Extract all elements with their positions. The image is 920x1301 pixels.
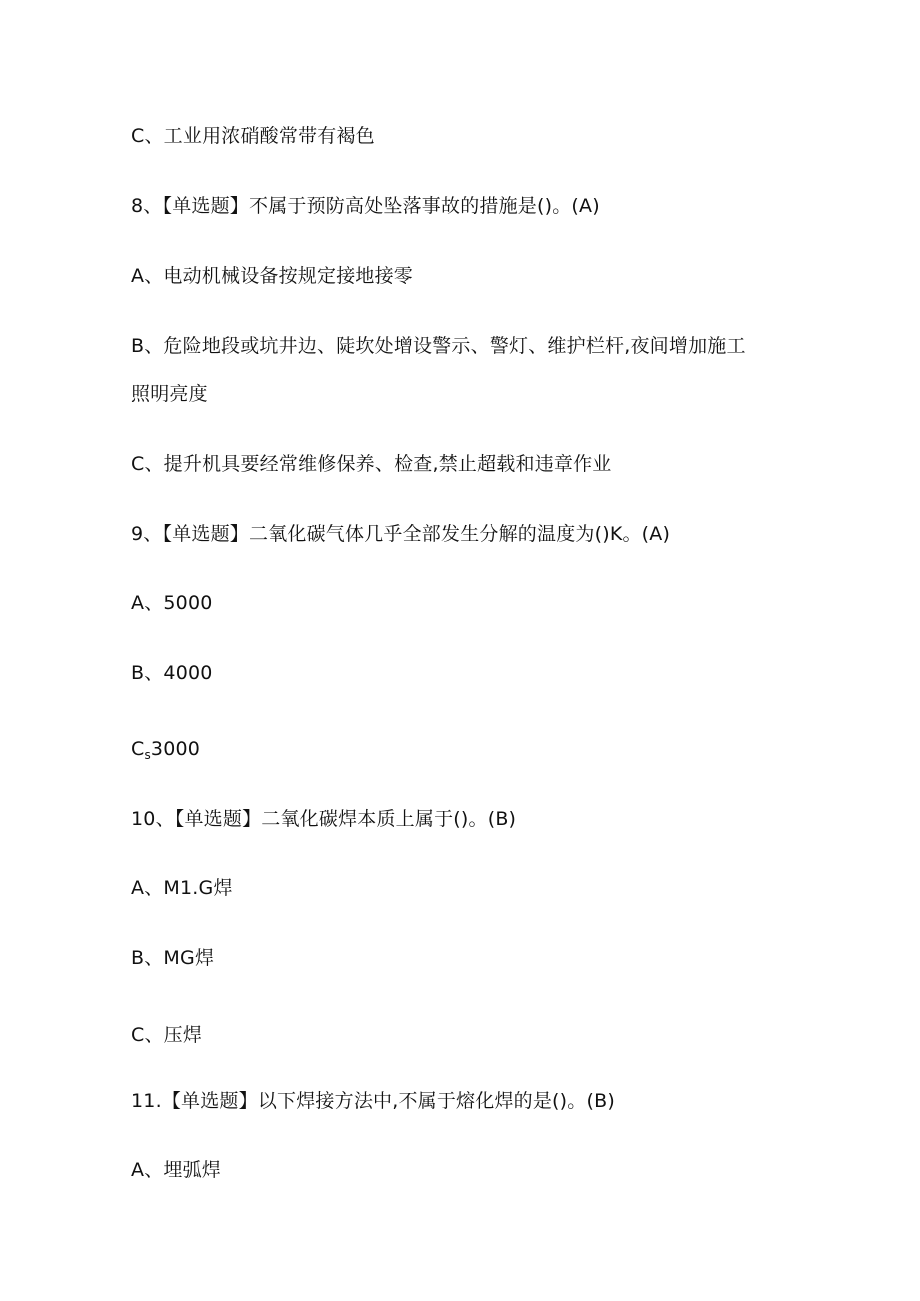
option-a-q10: A、M1.G焊 (131, 877, 233, 899)
option-b-q8-continued: 照明亮度 (131, 383, 208, 405)
question-11: 11.【单选题】以下焊接方法中,不属于熔化焊的是()。(B) (131, 1090, 615, 1112)
option-c-q9-subscript: s (144, 748, 151, 762)
option-c-q10: C、压焊 (131, 1024, 203, 1046)
question-8: 8、【单选题】不属于预防高处坠落事故的措施是()。(A) (131, 195, 600, 217)
option-c-q8: C、提升机具要经常维修保养、检查,禁止超载和违章作业 (131, 453, 612, 475)
option-c-q7: C、工业用浓硝酸常带有褐色 (131, 125, 375, 147)
option-c-q9 (131, 736, 791, 768)
option-a-q8: A、电动机械设备按规定接地接零 (131, 265, 413, 287)
option-b-q9: B、4000 (131, 662, 213, 684)
question-9: 9、【单选题】二氧化碳气体几乎全部发生分解的温度为()K。(A) (131, 523, 671, 545)
option-c-q9-letter: C (131, 738, 145, 760)
question-10: 10、【单选题】二氧化碳焊本质上属于()。(B) (131, 808, 517, 830)
option-a-q9: A、5000 (131, 592, 213, 614)
option-c-q9-value: 3000 (150, 738, 201, 760)
option-b-q8: B、危险地段或坑井边、陡坎处增设警示、警灯、维护栏杆,夜间增加施工 (131, 335, 746, 357)
option-a-q11: A、埋弧焊 (131, 1159, 221, 1181)
option-b-q10: B、MG焊 (131, 947, 215, 969)
